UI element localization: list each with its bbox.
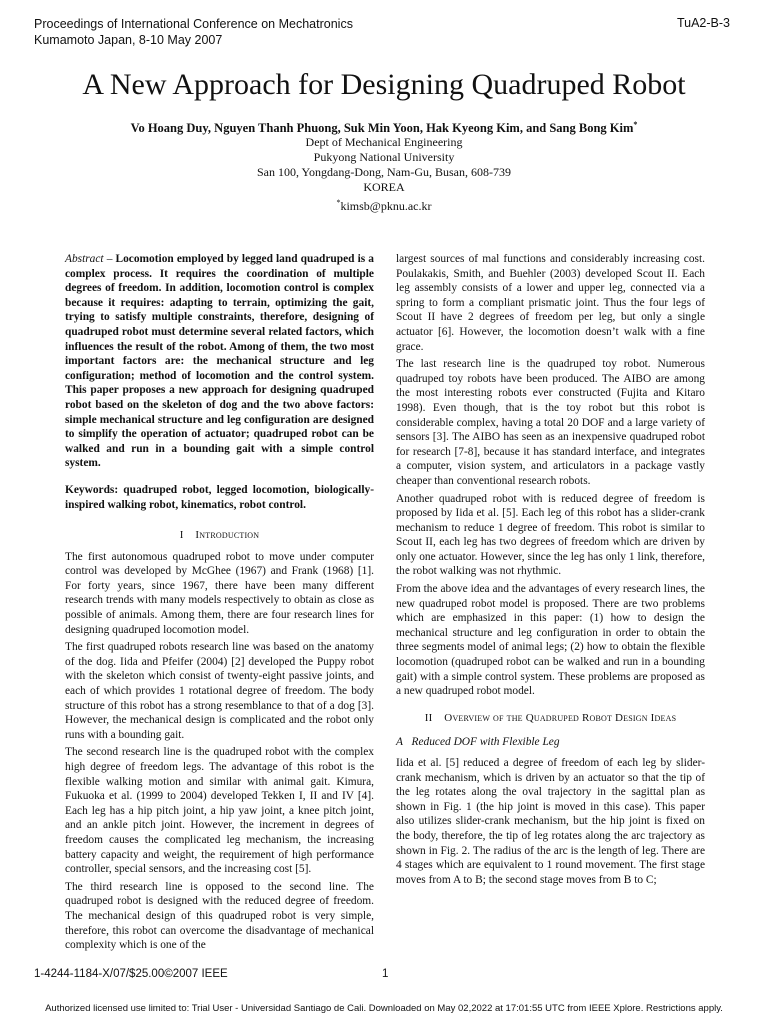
abstract-label: Abstract – [65, 253, 113, 265]
paper-id: TuA2-B-3 [676, 16, 730, 30]
conference-header [34, 16, 353, 48]
copyright-line: 1-4244-1184-X/07/$25.00©2007 IEEE [34, 968, 228, 980]
license-notice: Authorized licensed use limited to: Trial User - Universidad Santiago de Cali. Downloaded on May 02,2022 at 17:01:55 UTC from IEEE Xplore. Restrictions apply. [45, 1003, 723, 1014]
address: San 100, Yongdang-Dong, Nam-Gu, Busan, 608-739 [257, 165, 511, 179]
keywords: Keywords: quadruped robot, legged locomotion, biologically-inspired walking robot, kinematics, robot control. [65, 483, 374, 511]
abstract-text: Locomotion employed by legged land quadruped is a complex process. It requires the coordination of multiple degrees of freedom. In addition, locomotion control is complex because it requires: adapting to terrain, optimizing the gait, trying to satisfy multiple constraints, therefore, designing of quadruped robot must determine several related factors, which influences the result of the robot. Among of them, the two most important factors are: the mechanical structure and leg configuration; method of locomotion and the control system. This paper proposes a new approach for designing quadruped robot based on the skeleton of dog and the two above factors: simple mechanical structure and leg configuration are designed to simplify the operation of actuator; quadruped robot can be walked and run in a bounding gait with a simple control system. [65, 253, 374, 470]
department: Dept of Mechanical Engineering [305, 135, 463, 149]
email-address: kimsb@pknu.ac.kr [340, 199, 432, 213]
conference-location-date: Kumamoto Japan, 8-10 May 2007 [34, 33, 223, 47]
intro-paragraph: The second research line is the quadruped robot with the complex high degree of freedom legs. The advantage of this robot is the flexible walking motion and similar with animal gait. Kimura, Fukuoka et al. (1999 to 2004) developed Tekken I, II and IV [4]. Each leg has a hip pitch joint, a hip yaw joint, a knee pitch joint, and an ankle pitch joint. However, the increment in degrees of freedom causes the complicated leg mechanism, the increasing battery capacity and weight, the requirement of high performance controller, special sensors, and the increasing cost [5]. [65, 746, 374, 876]
body-paragraph: The last research line is the quadruped toy robot. Numerous quadruped toy robots have been produced. The AIBO are among the most interesting robots ever constructed (Fujita and Kitaro 1998). Even though, that is the toy robot but this robot is considerable complex, having a total 20 DOF and a large variety of sensors [3]. The AIBO has seen as an inexpensive quadruped robot for research [7-8], because it has standard interface, and integrates a computer, vision system, and articulators in a package vastly cheaper than conventional research robots. [396, 358, 705, 487]
affiliation [0, 135, 768, 214]
intro-paragraph: The third research line is opposed to the second line. The quadruped robot is designed with the reduced degree of freedom. The mechanical design of this quadruped robot is very simple, therefore, this robot can overcome the disadvantage of mechanical complexity which is one of the [65, 880, 374, 952]
subsection-paragraph: Iida et al. [5] reduced a degree of freedom of each leg by slider-crank mechanism, which is driven by an actuator so that the tip of the leg rotates along the oval trajectory in the sagittal plan as shown in Fig. 1 (the hip joint is moved in this case). This paper also utilizes slider-crank mechanism, but the hip joint is fixed on the body, therefore, the tip of leg rotates along the arc trajectory as shown in Fig. 2. The radius of the arc is the length of leg. There are 4 stages which are equivalent to 1 round movement. The first stage moves from A to B; the second stage moves from B to C; [396, 757, 705, 886]
body-paragraph: Another quadruped robot with is reduced degree of freedom is proposed by Iida et al. [5]. Each leg of this robot has a slider-crank mechanism to reduce 1 degree of freedom. This robot is similar to Scout II, each leg has two degrees of freedom which are driven by only one actuator. However, since the leg has only 1 link, therefore, the robot walking was not rhythmic. [396, 492, 705, 578]
conference-name: Proceedings of International Conference on Mechatronics [34, 17, 353, 31]
section-heading-overview: II Overview of the Quadruped Robot Design Ideas [424, 711, 677, 724]
body-paragraph: largest sources of mal functions and considerably increasing cost. Poulakakis, Smith, and Buehler (2003) developed Scout II. Each leg assembly consists of a lower and upper leg, connected via a spring to form a compliant prismatic joint. Thus the four legs of Scout II have 2 degrees of freedom per leg, but only a single actuator [6]. However, the locomotion doesn’t walk with a fine grace. [396, 253, 705, 353]
corresponding-mark: * [633, 120, 638, 129]
abstract [65, 252, 374, 471]
section-heading-introduction: I Introduction [179, 529, 260, 542]
intro-paragraph: The first autonomous quadruped robot to move under computer control was developed by McGhee (1967) and Frank (1968) [1]. For forty years, since 1967, there have been many different research trends with many models respectively to obtain as close as possible of animals. Among them, there are four research lines for designing quadruped locomotion model. [65, 550, 374, 636]
university: Pukyong National University [313, 150, 455, 164]
paper-title: A New Approach for Designing Quadruped Robot [82, 68, 686, 101]
page-number: 1 [382, 968, 389, 980]
body-paragraph: From the above idea and the advantages of every research lines, the new quadruped robot model is proposed. There are two problems which are emphasized in this paper: (1) how to design the mechanical structure and leg configuration in order to obtain the three segments model of animal legs; (2) how to obtain the flexible locomotion (quadruped robot can be walked and run in a bounding gait) with a simple control system. These problems are proposed as a new quadruped robot model. [396, 583, 705, 698]
country: KOREA [363, 180, 405, 194]
author-list [0, 120, 768, 136]
subsection-heading: A Reduced DOF with Flexible Leg [396, 736, 560, 749]
right-column [396, 252, 705, 890]
left-column [65, 252, 374, 956]
email: *kimsb@pknu.ac.kr [336, 198, 432, 213]
intro-paragraph: The first quadruped robots research line was based on the anatomy of the dog. Iida and Pfeifer (2004) [2] developed the Puppy robot with the skeleton which consist of twenty-eight passive joints, and each of which provides 1 rotational degree of freedom. The body structure of this robot has a strong resemblance to that of a dog [3]. However, the mechanical design is complicated and the robot only runs with a bounding gait. [65, 641, 374, 741]
author-names: Vo Hoang Duy, Nguyen Thanh Phuong, Suk Min Yoon, Hak Kyeong Kim, and Sang Bong Kim [130, 121, 634, 136]
